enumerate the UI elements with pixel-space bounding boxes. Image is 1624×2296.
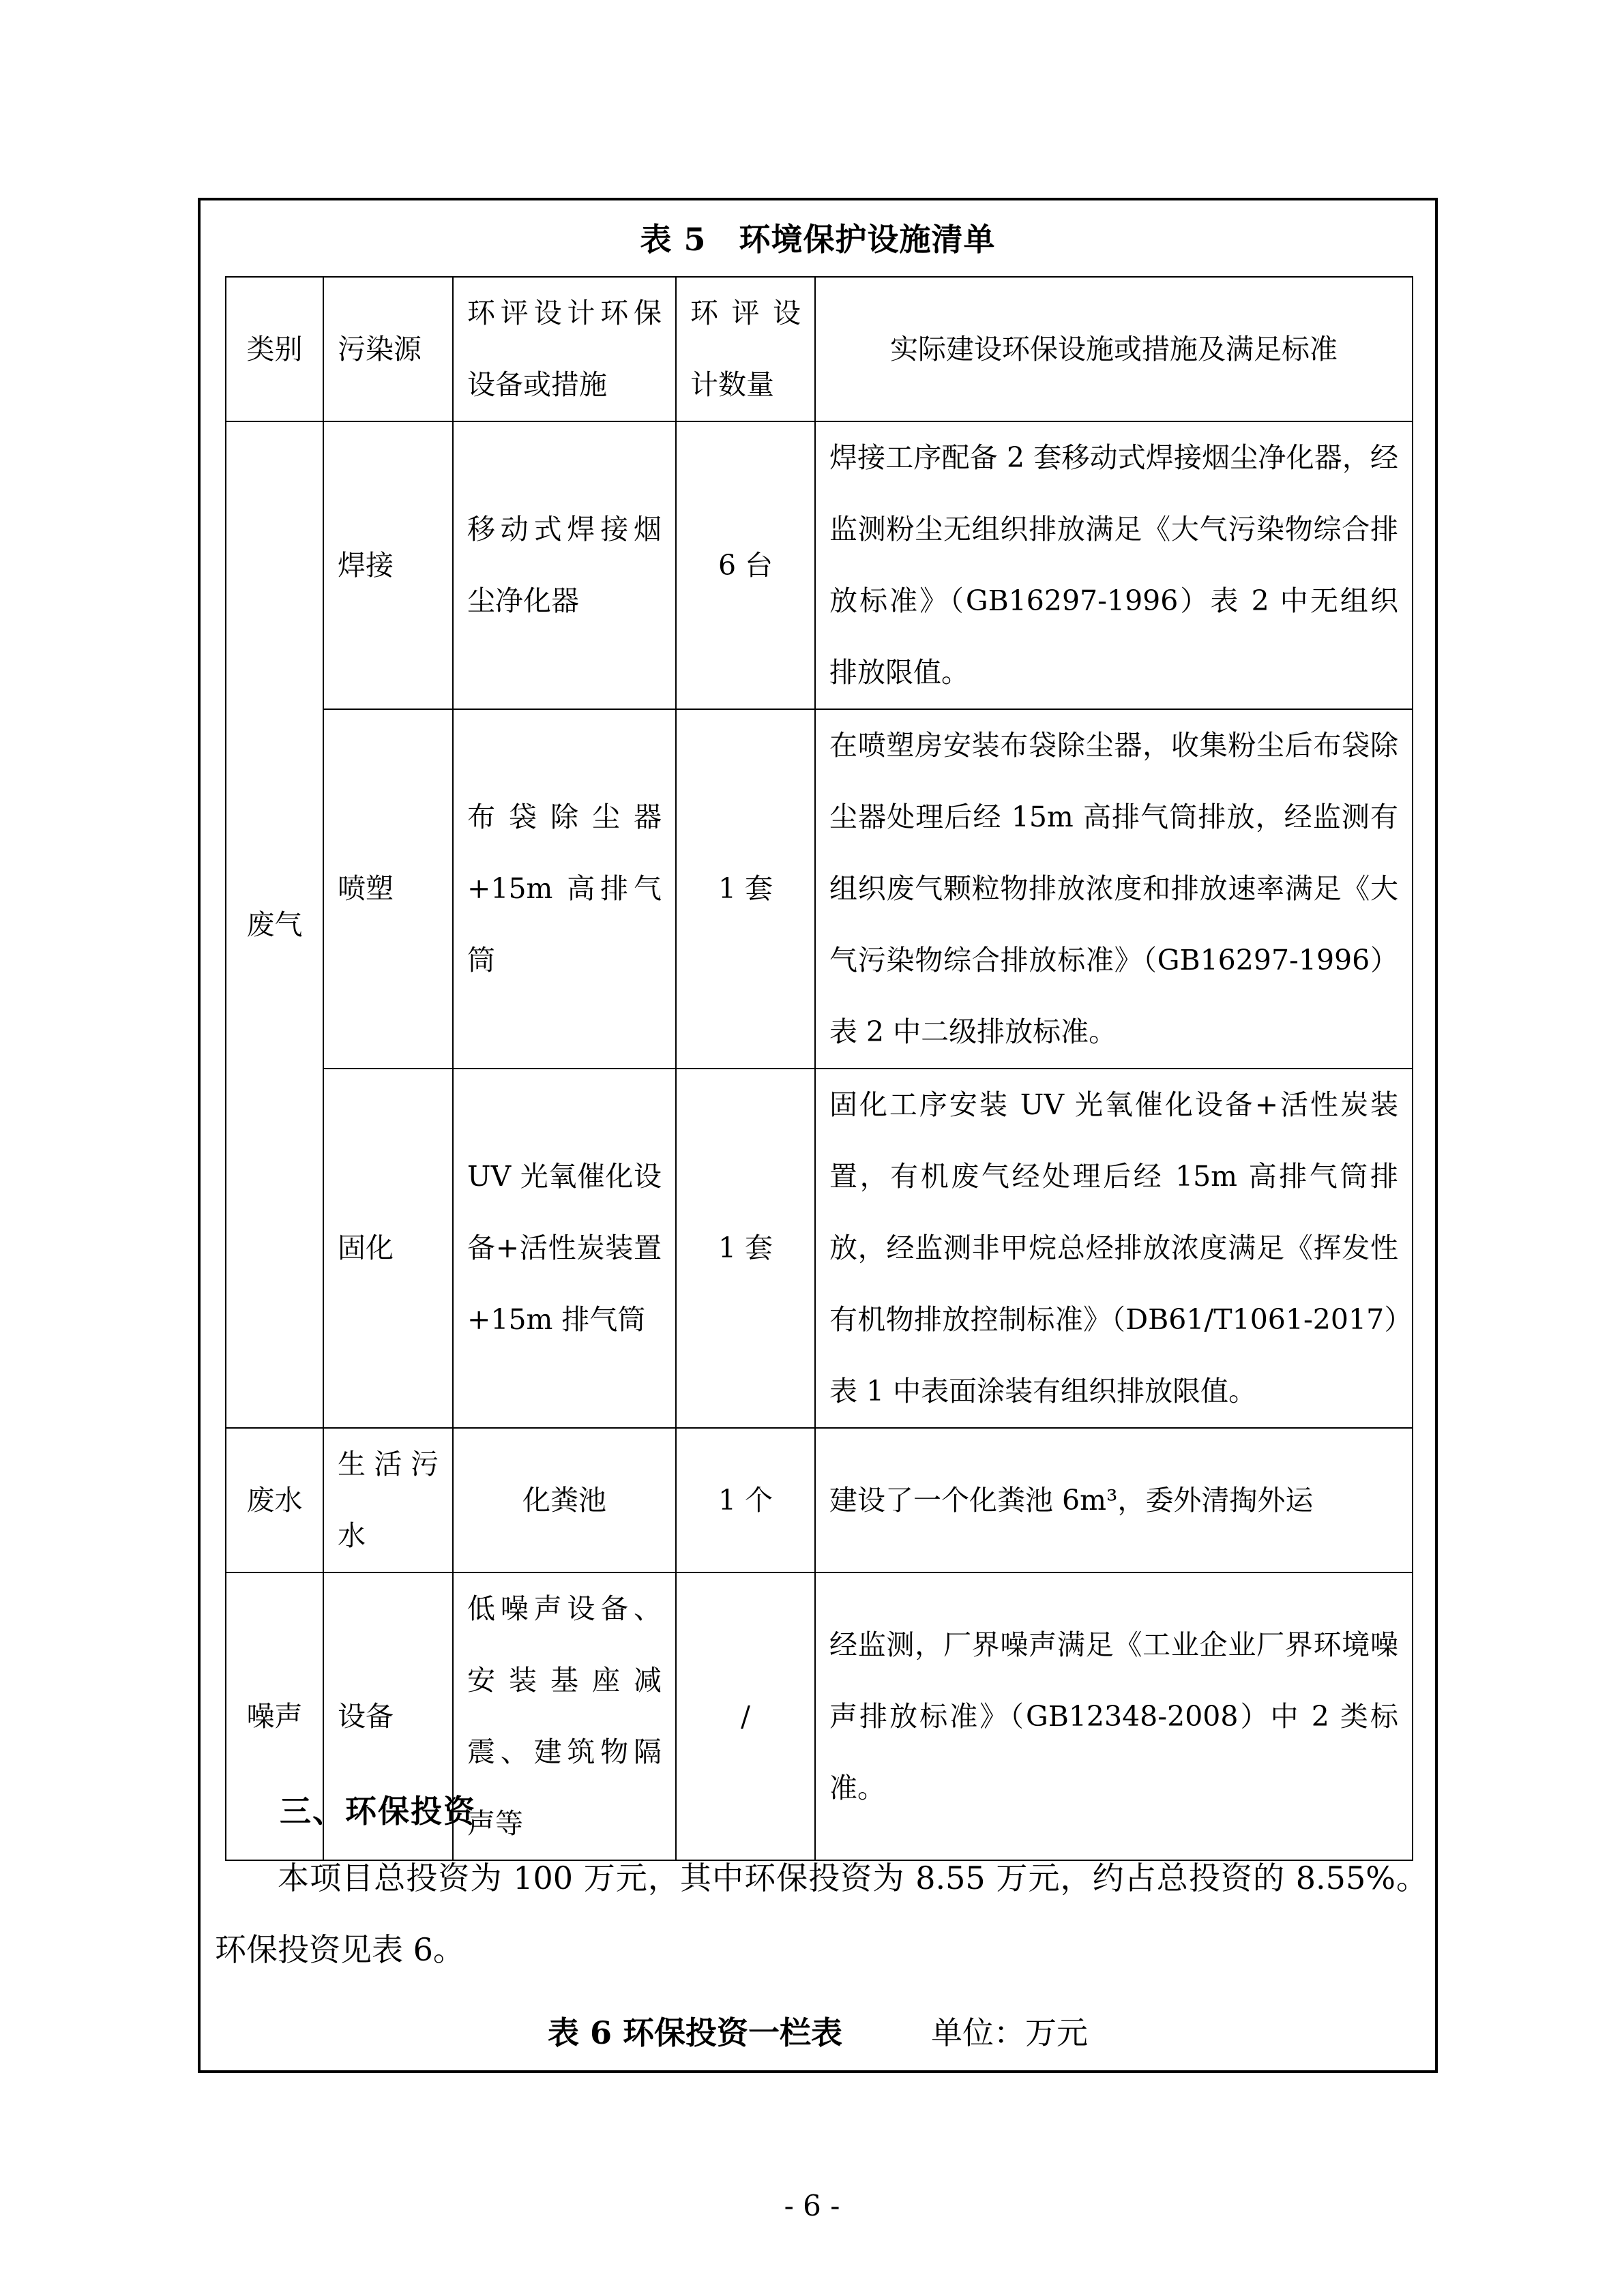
cell-quantity: 1 套	[676, 1069, 815, 1428]
cell-measures: UV 光氧催化设备+活性炭装置+15m 排气筒	[453, 1069, 676, 1428]
cell-category-noise: 噪声	[226, 1572, 323, 1860]
cell-source: 生活污水	[323, 1428, 453, 1572]
table-row	[226, 1069, 1413, 1428]
table6-caption	[198, 2008, 1438, 2053]
table-row	[226, 709, 1413, 1069]
table-header-row	[226, 277, 1413, 421]
cell-category-waste-water: 废水	[226, 1428, 323, 1572]
cell-source: 设备	[323, 1572, 453, 1860]
cell-quantity: 1 套	[676, 709, 815, 1069]
cell-quantity: /	[676, 1572, 815, 1860]
cell-measures: 化粪池	[453, 1428, 676, 1572]
header-quantity: 环评设计数量	[676, 277, 815, 421]
table5-number: 表 5	[640, 221, 707, 258]
cell-actual: 在喷塑房安装布袋除尘器，收集粉尘后布袋除尘器处理后经 15m 高排气筒排放，经监测有组织废气颗粒物排放浓度和排放速率满足《大气污染物综合排放标准》（GB16297-1996）表 2 中二级排放标准。	[815, 709, 1413, 1069]
cell-measures: 移动式焊接烟尘净化器	[453, 421, 676, 709]
header-source: 污染源	[323, 277, 453, 421]
cell-source: 喷塑	[323, 709, 453, 1069]
table5-title	[198, 215, 1438, 260]
cell-actual: 建设了一个化粪池 6m³，委外清掏外运	[815, 1428, 1413, 1572]
page-number: - 6 -	[784, 2189, 840, 2222]
cell-actual: 焊接工序配备 2 套移动式焊接烟尘净化器，经监测粉尘无组织排放满足《大气污染物综合排放标准》（GB16297-1996）表 2 中无组织排放限值。	[815, 421, 1413, 709]
header-actual: 实际建设环保设施或措施及满足标准	[815, 277, 1413, 421]
cell-source: 焊接	[323, 421, 453, 709]
cell-quantity: 1 个	[676, 1428, 815, 1572]
cell-actual: 经监测，厂界噪声满足《工业企业厂界环境噪声排放标准》（GB12348-2008）中 2 类标准。	[815, 1572, 1413, 1860]
investment-paragraph: 本项目总投资为 100 万元，其中环保投资为 8.55 万元，约占总投资的 8.55%。环保投资见表 6。	[215, 1860, 1428, 1968]
section-heading: 三、环保投资	[280, 1793, 476, 1830]
cell-actual: 固化工序安装 UV 光氧催化设备+活性炭装置，有机废气经处理后经 15m 高排气筒排放，经监测非甲烷总烃排放浓度满足《挥发性有机物排放控制标准》（DB61/T1061-2017）表 1 中表面涂装有组织排放限值。	[815, 1069, 1413, 1428]
environmental-facilities-table	[225, 276, 1413, 1861]
cell-measures: 布袋除尘器+15m 高排气筒	[453, 709, 676, 1069]
header-category: 类别	[226, 277, 323, 421]
cell-measures: 低噪声设备、安装基座减震、建筑物隔声等	[453, 1572, 676, 1860]
table6-title: 表 6 环保投资一栏表	[547, 2014, 843, 2051]
table-row	[226, 1428, 1413, 1572]
cell-category-waste-gas: 废气	[226, 421, 323, 1428]
table6-unit: 单位：万元	[931, 2014, 1089, 2051]
cell-quantity: 6 台	[676, 421, 815, 709]
cell-source: 固化	[323, 1069, 453, 1428]
header-measures: 环评设计环保设备或措施	[453, 277, 676, 421]
table5-title-text: 环境保护设施清单	[739, 221, 996, 258]
table-row	[226, 421, 1413, 709]
